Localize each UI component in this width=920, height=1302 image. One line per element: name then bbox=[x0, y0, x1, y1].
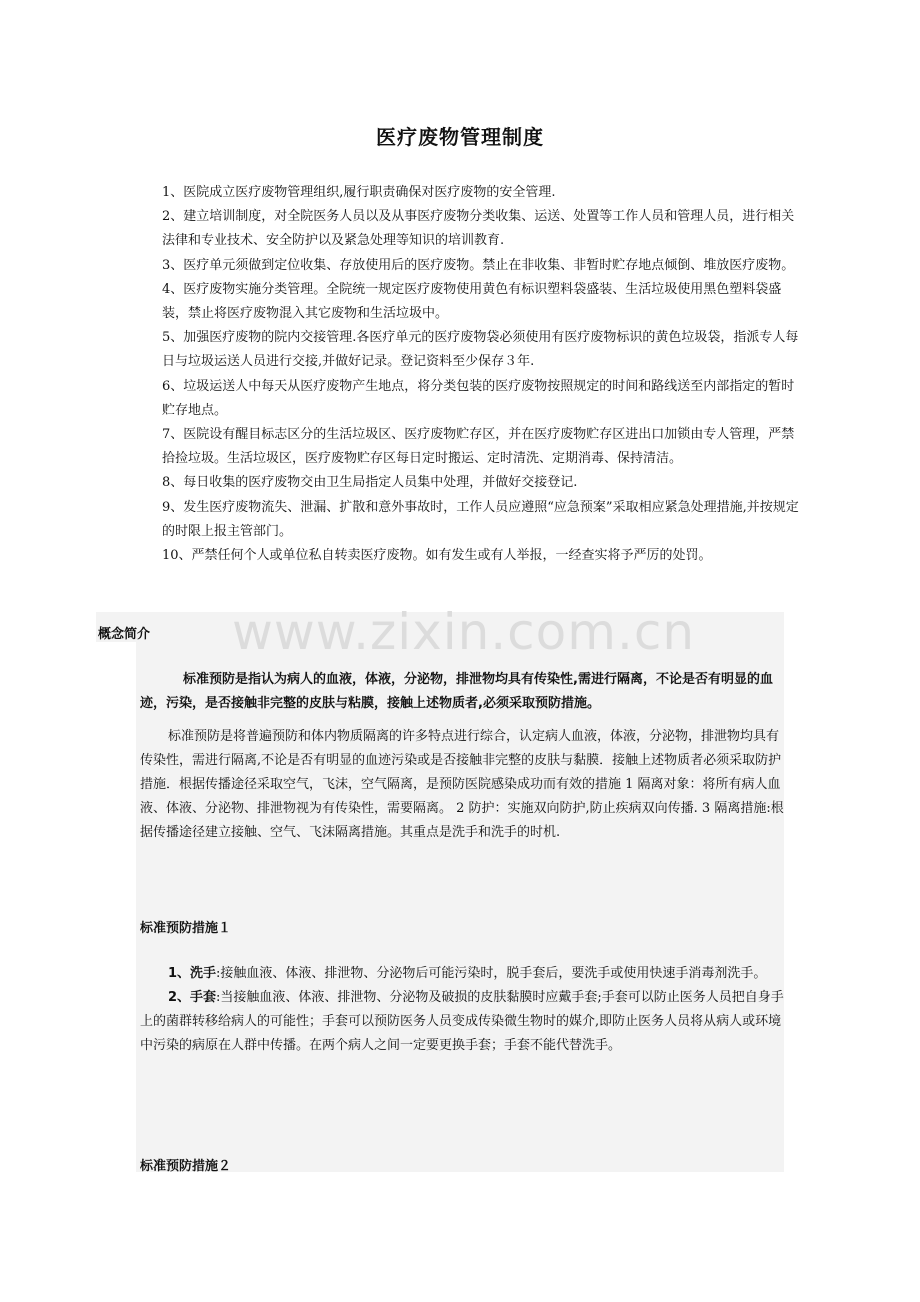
measure-item bbox=[140, 986, 786, 1058]
rules-list bbox=[162, 181, 802, 568]
rule-item: 3、医疗单元须做到定位收集、存放使用后的医疗废物。禁止在非收集、非暂时贮存地点倾倒、堆放医疗废物。 bbox=[162, 257, 795, 273]
measure-item bbox=[140, 962, 786, 986]
rule-item: 1、医院成立医疗废物管理组织,履行职责确保对医疗废物的安全管理. bbox=[162, 185, 556, 200]
concept-lead: 标准预防是指认为病人的血液，体液，分泌物，排泄物均具有传染性,需进行隔离，不论是否有明显的血迹，污染，是否接触非完整的皮肤与粘膜，接触上述物质者,必须采取预防措施。 bbox=[140, 672, 773, 711]
rule-item: 7、医院设有醒目标志区分的生活垃圾区、医疗废物贮存区，并在医疗废物贮存区进出口加锁由专人管理，严禁拾捡垃圾。生活垃圾区，医疗废物贮存区每日定时搬运、定时清洗、定期消毒、保持清洁。 bbox=[162, 427, 795, 467]
watermark: www.zixin.com.cn bbox=[232, 603, 696, 661]
rule-item: 5、加强医疗废物的院内交接管理.各医疗单元的医疗废物袋必须使用有医疗废物标识的黄色垃圾袋，指派专人每日与垃圾运送人员进行交接,并做好记录。登记资料至少保存３年. bbox=[162, 330, 799, 370]
page-title: 医疗废物管理制度 bbox=[376, 125, 544, 149]
rule-item: 4、医疗废物实施分类管理。全院统一规定医疗废物使用黄色有标识塑料袋盛装、生活垃圾使用黑色塑料袋盛装，禁止将医疗废物混入其它废物和生活垃圾中。 bbox=[162, 281, 782, 322]
rule-item: 10、严禁任何个人或单位私自转卖医疗废物。如有发生或有人举报，一经查实将予严厉的处罚。 bbox=[162, 548, 712, 564]
concept-body: 标准预防是将普遍预防和体内物质隔离的许多特点进行综合，认定病人血液，体液，分泌物，排泄物均具有传染性，需进行隔离,不论是否有明显的血迹污染或是否接触非完整的皮肤与黏膜．接触上述物质者必须采取防护措施．根据传播途径采取空气，飞沫，空气隔离，是预防医院感染成功而有效的措施 1 隔离对象：将所有病人血液、体液、分泌物、排泄物视为有传染性，需要隔离。 2 防护：实施双向防护,防止疾病双向传播. 3 隔离措施:根据传播途径建立接触、空气、飞沫隔离措施。其重点是洗手和洗手的时机. bbox=[140, 729, 784, 840]
measures1-list bbox=[140, 962, 786, 1058]
measures2-heading: 标准预防措施２ bbox=[140, 1159, 232, 1174]
concept-panel bbox=[136, 642, 784, 1172]
rule-item: 6、垃圾运送人中每天从医疗废物产生地点，将分类包装的医疗废物按照规定的时间和路线送至内部指定的暂时贮存地点。 bbox=[162, 378, 795, 418]
measures1-heading: 标准预防措施１ bbox=[140, 921, 232, 936]
concept-heading: 概念简介 bbox=[98, 627, 151, 642]
rule-item: 8、每日收集的医疗废物交由卫生局指定人员集中处理，并做好交接登记. bbox=[162, 475, 578, 491]
measure-label: 2、手套 bbox=[168, 990, 217, 1005]
rule-item: 2、建立培训制度，对全院医务人员以及从事医疗废物分类收集、运送、处置等工作人员和管理人员，进行相关法律和专业技术、安全防护以及紧急处理等知识的培训教育. bbox=[162, 209, 795, 249]
rule-item: 9、发生医疗废物流失、泄漏、扩散和意外事故时，工作人员应遵照“应急预案”采取相应紧急处理措施,并按规定的时限上报主管部门。 bbox=[162, 499, 799, 539]
measure-label: 1、洗手 bbox=[168, 966, 217, 981]
measure-text: :接触血液、体液、排泄物、分泌物后可能污染时，脱手套后，要洗手或使用快速手消毒剂洗手。 bbox=[216, 966, 767, 981]
measure-text: :当接触血液、体液、排泄物、分泌物及破损的皮肤黏膜时应戴手套;手套可以防止医务人员把自身手上的菌群转移给病人的可能性；手套可以预防医务人员变成传染微生物时的媒介,即防止医务人员将从病人或环境中污染的病原在人群中传播。在两个病人之间一定要更换手套；手套不能代替洗手。 bbox=[140, 990, 784, 1053]
